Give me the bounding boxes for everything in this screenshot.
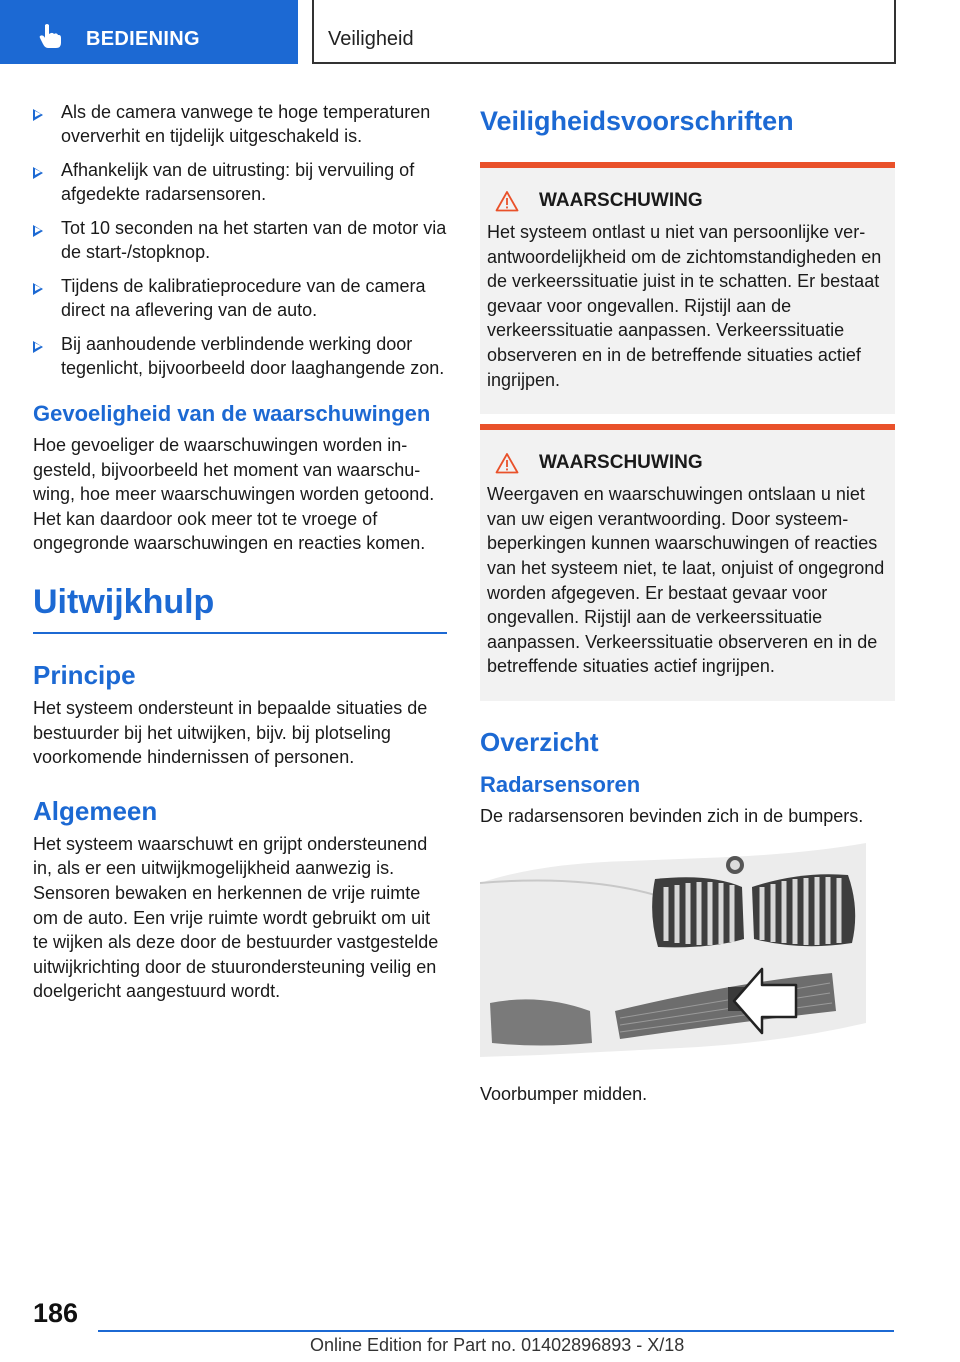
list-item-text: Tot 10 seconden na het starten van de motor via de start-/stopknop.: [61, 218, 447, 262]
general-heading: Algemeen: [33, 795, 158, 826]
sensitivity-heading: Gevoeligheid van de waarschuwingen: [33, 401, 431, 426]
footer-divider: [98, 1330, 894, 1332]
image-caption: Voorbumper midden.: [480, 1083, 648, 1104]
page-number: 186: [33, 1298, 79, 1328]
warning-box: [480, 424, 895, 701]
page-title: Uitwijkhulp: [33, 582, 447, 634]
warning-text: Weergaven en waarschuwingen ontslaan u niet van uw eigen verantwoording. Door systeembeperkingen kunnen waarschuwingen of reacties van het systeem niet, te laat, onjuist of ongegrond worden afgegeven. Er bestaat gevaar voor ongevallen. Rijstijl aan de verkeerssituatie aanpassen. Verkeerssituatie observeren en in de betreffende situaties actief ingrijpen.: [487, 484, 885, 677]
general-text: Het systeem waarschuwt en grijpt ondersteunend in, als er een uitwijkmogelijkheid aanwezig is. Sensoren bewaken en herkennen de vrije ruimte om de auto. Een vrije ruimte wordt gebruikt om uit te wijken als deze door de bestuurder vastgestelde uitwijkrichting door de stuurondersteuning veilig en doelgericht aangestuurd wordt.: [33, 833, 439, 1002]
sensitivity-text: Hoe gevoeliger de waarschuwingen worden ingesteld, bijvoorbeeld het moment van waarschuwing, hoe meer waarschuwingen worden getoond. Het kan daardoor ook meer tot te vroege of ongegronde waarschuwingen en reacties komen.: [33, 435, 435, 554]
triangle-bullet-icon: [33, 225, 43, 237]
triangle-bullet-icon: [33, 167, 43, 179]
front-bumper-image: [480, 843, 866, 1063]
condition-list: [33, 100, 447, 380]
triangle-bullet-icon: [33, 341, 43, 353]
warning-title: WAARSCHUWING: [539, 452, 703, 474]
section-tab[interactable]: [312, 0, 896, 64]
safety-heading: Veiligheidsvoorschriften: [480, 106, 794, 136]
edition-text: Online Edition for Part no. 01402896893 - X/18: [310, 1335, 685, 1355]
list-item-text: Bij aanhoudende verblindende werking door tegenlicht, bijvoorbeeld door laaghangende zon.: [61, 334, 445, 378]
warning-header: [487, 190, 887, 212]
warning-text: Het systeem ontlast u niet van persoonlijke verantwoordelijkheid om de zichtomstandigheden en de verkeerssituatie juist in te schatten. Er bestaat gevaar voor ongevallen. Rijstijl aan de verkeerssituatie aanpassen. Verkeerssituatie observeren en in de betreffende situaties actief ingrijpen.: [487, 222, 882, 390]
warning-box: [480, 162, 895, 414]
right-column: [480, 100, 895, 1106]
warning-triangle-icon: [495, 190, 519, 212]
triangle-bullet-icon: [33, 283, 43, 295]
hand-pointer-icon: [36, 22, 64, 50]
principle-text: Het systeem ondersteunt in bepaalde situaties de bestuurder bij het uitwijken, bijv. bij plotseling voorkomende hindernissen of personen.: [33, 697, 428, 768]
list-item-text: Tijdens de kalibratieprocedure van de camera direct na aflevering van de auto.: [61, 276, 426, 320]
overview-heading: Overzicht: [480, 726, 599, 757]
list-item-text: Als de camera vanwege te hoge temperaturen oververhit en tijdelijk uitgeschakeld is.: [61, 102, 431, 146]
list-item: [33, 216, 447, 264]
warning-header: [487, 452, 887, 474]
left-column: [33, 100, 447, 1004]
principle-heading: Principe: [33, 659, 136, 690]
chapter-tab[interactable]: [0, 0, 298, 64]
radar-text: De radarsensoren bevinden zich in de bumpers.: [480, 805, 864, 826]
list-item: [33, 332, 447, 380]
radar-heading: Radarsensoren: [480, 771, 641, 797]
section-tab-label: Veiligheid: [328, 28, 414, 50]
warning-triangle-icon: [495, 452, 519, 474]
list-item: [33, 100, 447, 148]
chapter-tab-label: BEDIENING: [86, 28, 200, 50]
list-item: [33, 274, 447, 322]
list-item: [33, 158, 447, 206]
triangle-bullet-icon: [33, 109, 43, 121]
warning-title: WAARSCHUWING: [539, 190, 703, 211]
page-header: [0, 0, 960, 66]
list-item-text: Afhankelijk van de uitrusting: bij vervuiling of afgedekte radarsensoren.: [61, 160, 415, 204]
